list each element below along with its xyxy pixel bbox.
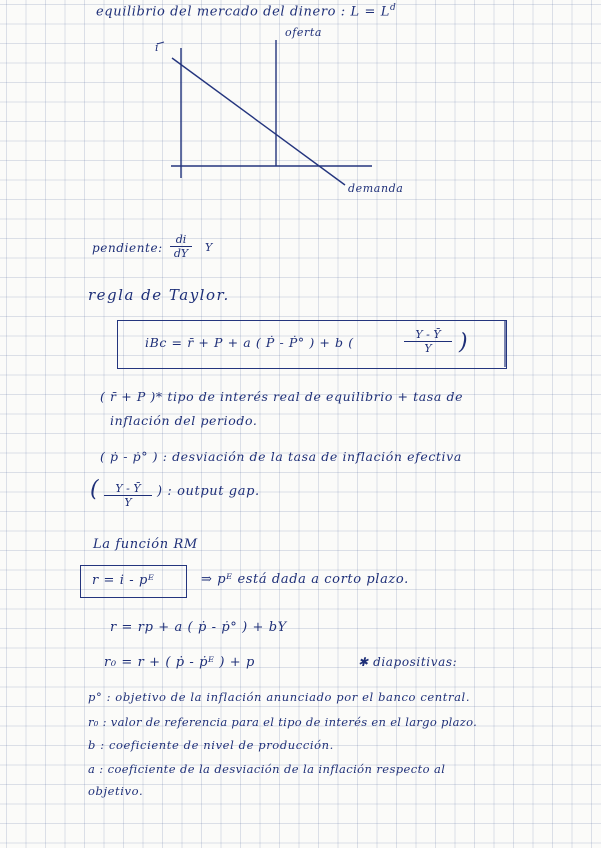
note-a-cont: objetivo. bbox=[88, 784, 144, 798]
header-text: equilibrio del mercado del dinero : L = L bbox=[96, 4, 390, 20]
definition-real-rate: ( r̄ + P )* tipo de interés real de equilibrio + tasa de bbox=[100, 389, 464, 404]
definition-real-rate-cont: inflación del periodo. bbox=[110, 413, 258, 428]
output-gap-denominator: Y bbox=[124, 496, 132, 509]
slope-fraction bbox=[170, 233, 192, 260]
slope-denominator: dY bbox=[173, 247, 189, 260]
note-b: b : coeficiente de nivel de producción. bbox=[88, 738, 334, 752]
taylor-frac-denominator: Y bbox=[424, 342, 432, 355]
header-superscript: d bbox=[389, 3, 397, 13]
equation-1: r = rp + a ( ṗ - ṗ° ) + bY bbox=[110, 620, 287, 635]
graph-axis-i: i bbox=[155, 41, 160, 54]
slope-suffix: Y bbox=[205, 241, 213, 254]
output-gap-open: ( bbox=[90, 477, 100, 502]
diapositivas-note: ✱ diapositivas: bbox=[358, 655, 458, 669]
rm-box-formula: r = i - pᴱ bbox=[92, 573, 155, 588]
slope-numerator: di bbox=[170, 233, 192, 247]
output-gap-fraction bbox=[104, 482, 152, 509]
note-r0: r₀ : valor de referencia para el tipo de interés en el largo plazo. bbox=[88, 715, 478, 729]
slope-prefix: pendiente: bbox=[92, 241, 163, 255]
output-gap-text: ) : output gap. bbox=[157, 484, 260, 499]
taylor-formula-close: ) bbox=[459, 330, 469, 355]
output-gap-numerator: Y - Ȳ bbox=[104, 482, 152, 496]
definition-inflation-gap: ( ṗ - ṗ° ) : desviación de la tasa de inflación efectiva bbox=[100, 449, 462, 464]
graph-demand-label: demanda bbox=[348, 182, 404, 195]
taylor-title: regla de Taylor. bbox=[88, 286, 230, 304]
taylor-frac-numerator: Y - Ȳ bbox=[404, 328, 452, 342]
note-p0: p° : objetivo de la inflación anunciado por el banco central. bbox=[88, 690, 471, 704]
graph-supply-label: oferta bbox=[285, 26, 323, 39]
taylor-formula-lhs: iBc = r̄ + P + a ( Ṗ - Ṗ° ) + b ( bbox=[145, 335, 354, 350]
rm-title: La función RM bbox=[93, 537, 198, 552]
equation-2: r₀ = r + ( ṗ - ṗᴱ ) + p bbox=[104, 655, 255, 670]
rm-box-text: ⇒ pᴱ está dada a corto plazo. bbox=[201, 572, 409, 587]
note-a: a : coeficiente de la desviación de la inflación respecto al bbox=[88, 762, 446, 776]
taylor-formula-fraction bbox=[404, 328, 452, 355]
